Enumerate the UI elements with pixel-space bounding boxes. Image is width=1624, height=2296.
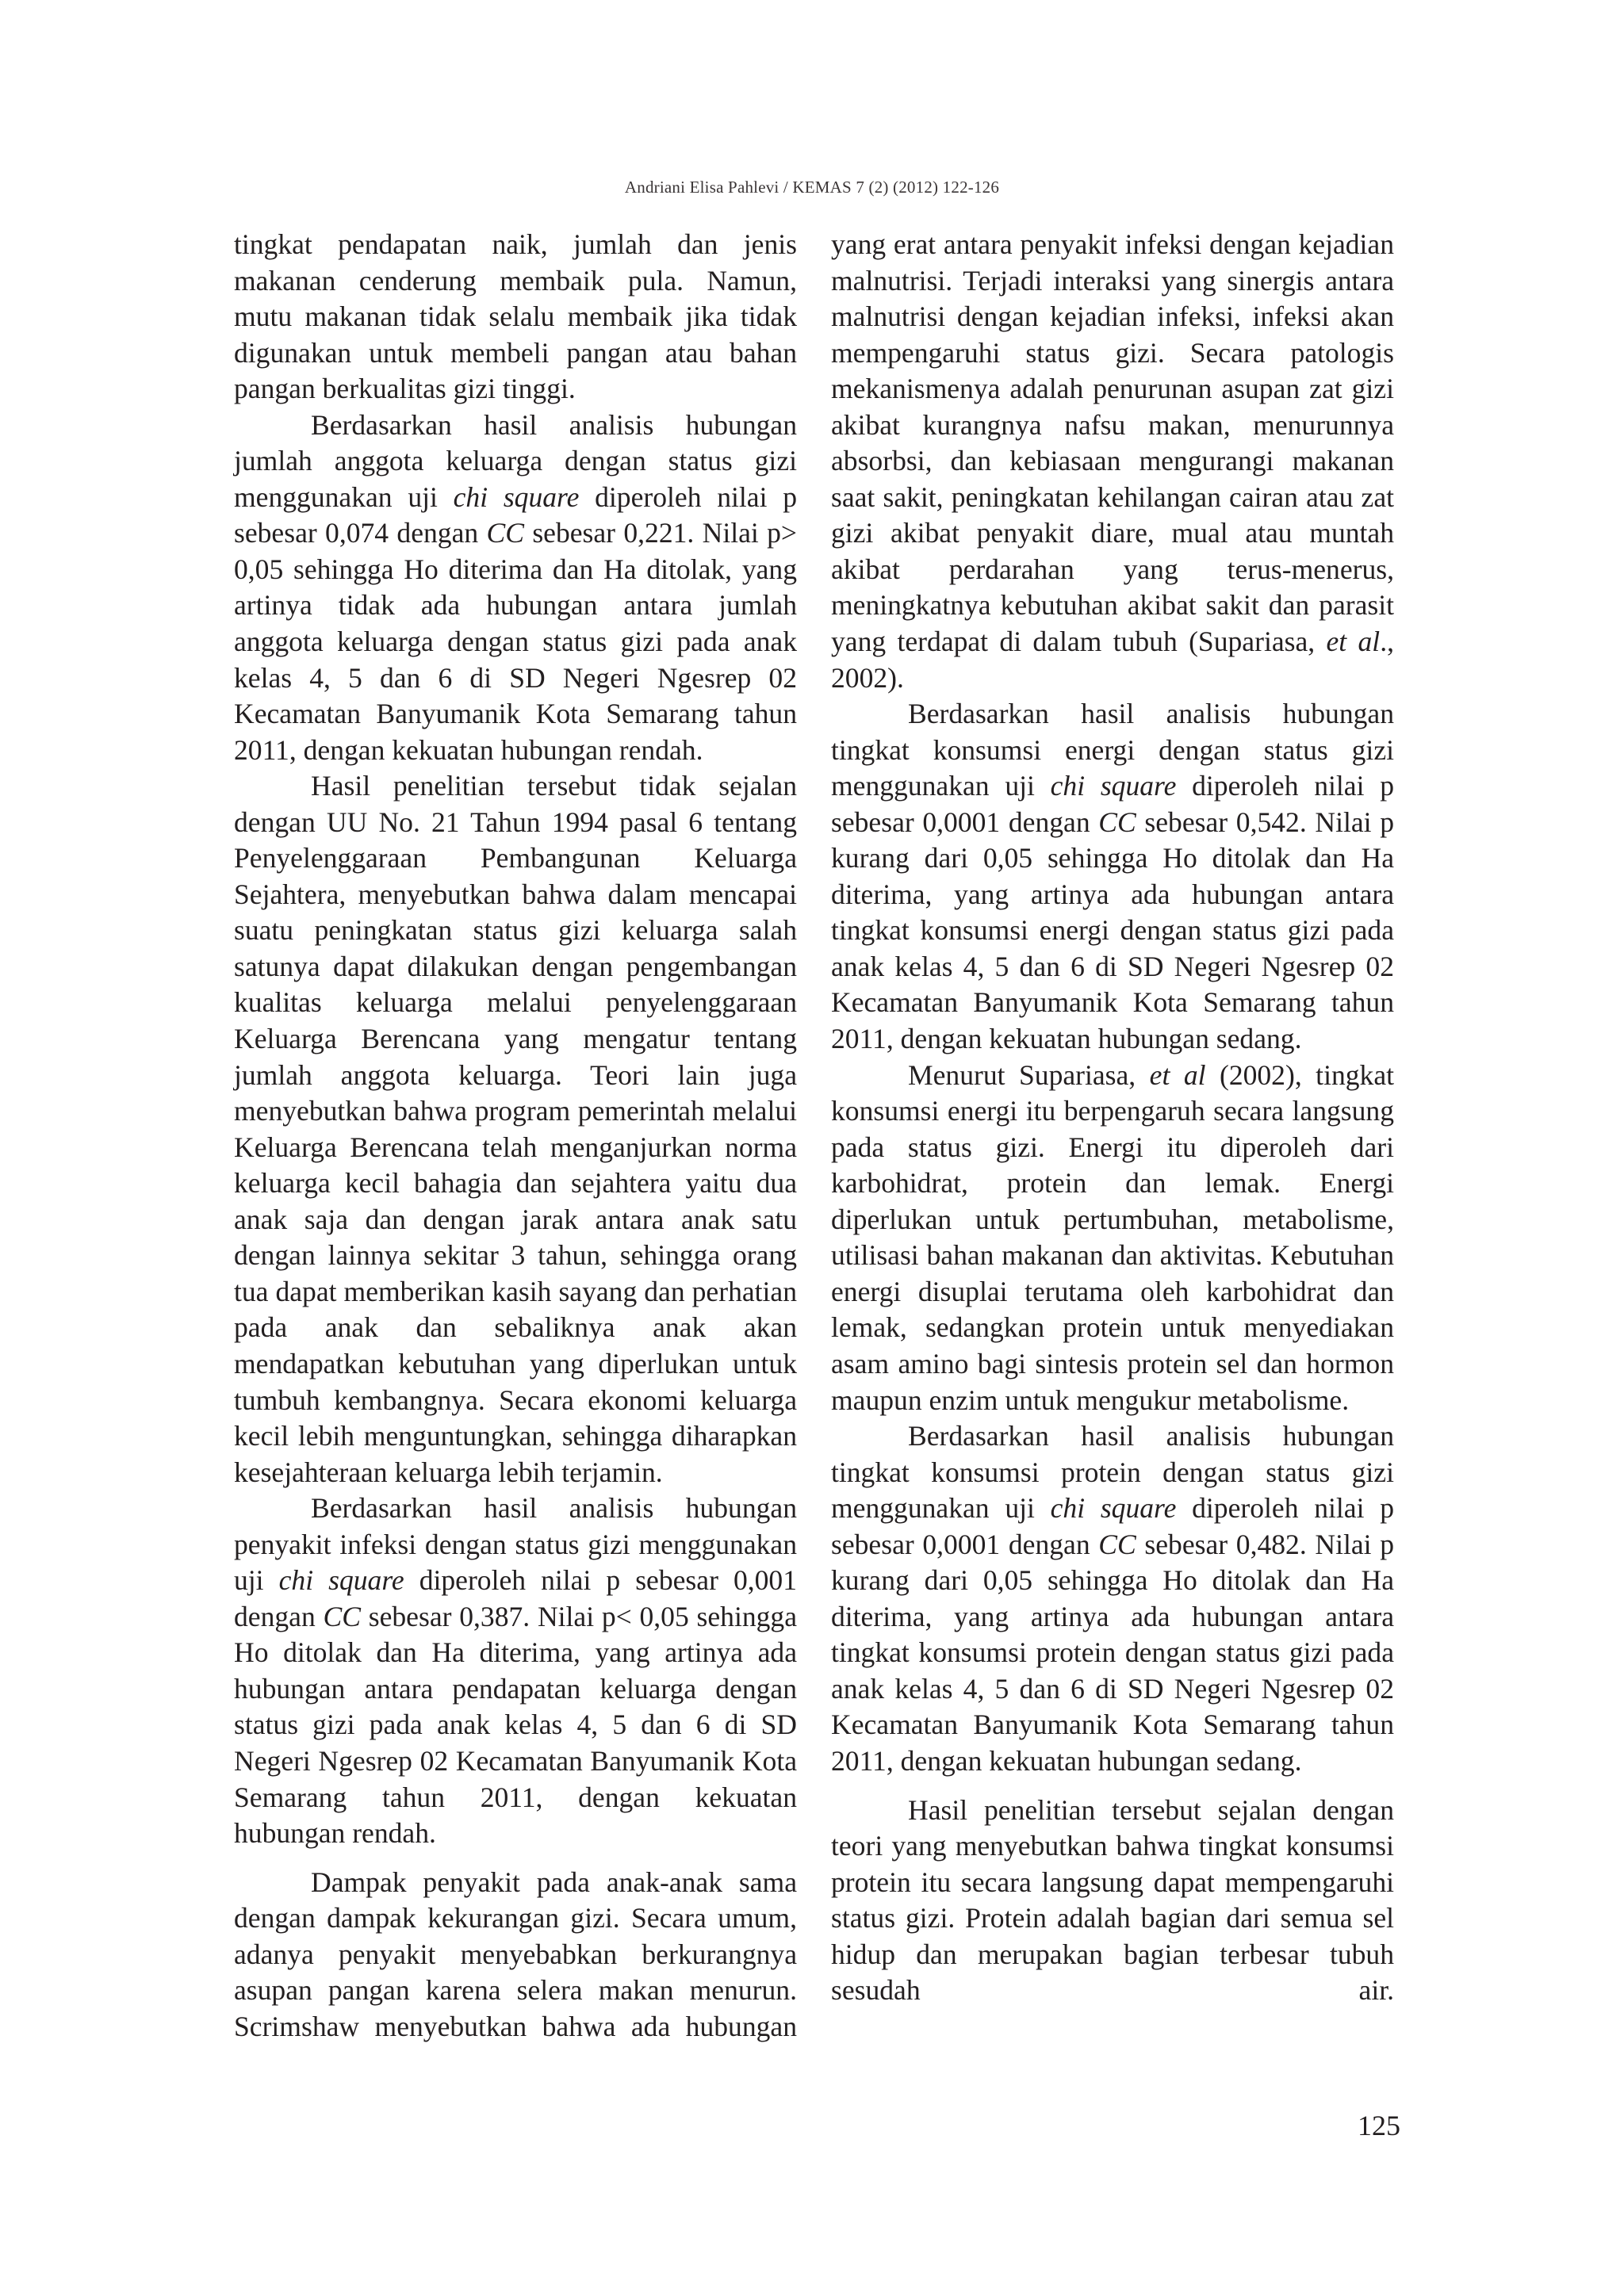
paragraph — [831, 1793, 1394, 2009]
italic-term: chi square — [278, 1564, 404, 1597]
italic-term: CC — [1098, 806, 1136, 838]
italic-term: et al — [1149, 1058, 1206, 1091]
paragraph — [831, 227, 1394, 696]
paragraph-text: sebesar 0,221. Nilai p> 0,05 sehingga Ho diterima dan Ha ditolak, yang artinya tidak ada hubungan antara jumlah anggota keluarga dengan status gizi pada anak kelas 4, 5 dan 6 di SD Negeri Ngesrep 02 Kecamatan Banyumanik Kota Semarang tahun 2011, dengan kekuatan hubungan rendah. — [234, 517, 797, 766]
paragraph-text: diperoleh nilai p sebesar 0,0001 dengan — [831, 1492, 1394, 1560]
paragraph-text: sebesar 0,387. Nilai p< 0,05 sehingga Ho ditolak dan Ha diterima, yang artinya ada hubungan antara pendapatan keluarga dengan status gizi pada anak kelas 4, 5 dan 6 di SD Negeri Ngesrep 02 Kecamatan Banyumanik Kota Semarang tahun 2011, dengan kekuatan hubungan rendah. — [234, 1600, 797, 1850]
paragraph-text: diperoleh nilai p sebesar 0,001 dengan — [234, 1564, 798, 1632]
paragraph-text: ., 2002). — [831, 626, 1394, 694]
italic-term: chi square — [1050, 770, 1177, 802]
paragraph-text: Menurut Supariasa, — [908, 1058, 1150, 1091]
italic-term: CC — [323, 1600, 361, 1632]
paragraph-text: tingkat pendapatan naik, jumlah dan jenis makanan cenderung membaik pula. Namun, mutu makanan tidak selalu membaik jika tidak digunakan untuk membeli pangan atau bahan pangan berkualitas gizi tinggi. — [234, 228, 797, 405]
paragraph — [234, 768, 797, 1490]
left-column — [234, 227, 797, 2045]
running-header: Andriani Elisa Pahlevi / KEMAS 7 (2) (2012) 122-126 — [624, 178, 1000, 197]
paragraph-text: Berdasarkan hasil analisis hubungan tingkat konsumsi protein dengan status gizi menggunakan uji — [831, 1420, 1394, 1525]
paragraph — [234, 408, 797, 768]
italic-term: CC — [1098, 1528, 1136, 1560]
italic-term: CC — [486, 517, 524, 549]
paragraph-text: (2002), tingkat konsumsi energi itu berpengaruh secara langsung pada status gizi. Energi itu diperoleh dari karbohidrat, protein dan lemak. Energi diperlukan untuk pertumbuhan, metabolisme, utilisasi bahan makanan dan aktivitas. Kebutuhan energi disuplai terutama oleh karbohidrat dan lemak, sedangkan protein untuk menyediakan asam amino bagi sintesis protein sel dan hormon maupun enzim untuk mengukur metabolisme. — [831, 1058, 1394, 1416]
paragraph-text: diperoleh nilai p sebesar 0,0001 dengan — [831, 770, 1394, 838]
italic-term: chi square — [1050, 1492, 1177, 1525]
paragraph-text: diperoleh nilai p sebesar 0,074 dengan — [234, 480, 797, 549]
paragraph-text: Dampak penyakit pada anak-anak sama dengan dampak kekurangan gizi. Secara umum, adanya penyakit menyebabkan berkurangnya asupan pangan karena selera makan menurun. Scrimshaw menyebutkan bahwa ada hubungan — [234, 1866, 797, 2042]
italic-term: et al — [1326, 626, 1381, 658]
paragraph-text: yang erat antara penyakit infeksi dengan kejadian malnutrisi. Terjadi interaksi yang sinergis antara malnutrisi dengan kejadian infeksi, infeksi akan mempengaruhi status gizi. Secara patologis mekanismenya adalah penurunan asupan zat gizi akibat kurangnya nafsu makan, menurunnya absorbsi, dan kebiasaan mengurangi makanan saat sakit, peningkatan kehilangan cairan atau zat gizi akibat penyakit diare, mual atau muntah akibat perdarahan yang terus-menerus, meningkatnya kebutuhan akibat sakit dan parasit yang terdapat di dalam tubuh (Supariasa, — [831, 228, 1394, 658]
page-number: 125 — [1358, 2110, 1400, 2141]
paragraph-text: sebesar 0,482. Nilai p kurang dari 0,05 sehingga Ho ditolak dan Ha diterima, yang artinya ada hubungan antara tingkat konsumsi protein dengan status gizi pada anak kelas 4, 5 dan 6 di SD Negeri Ngesrep 02 Kecamatan Banyumanik Kota Semarang tahun 2011, dengan kekuatan hubungan sedang. — [831, 1528, 1394, 1777]
paragraph-text: Hasil penelitian tersebut sejalan dengan teori yang menyebutkan bahwa tingkat konsumsi protein itu secara langsung dapat mempengaruhi status gizi. Protein adalah bagian dari semua sel hidup dan merupakan bagian terbesar tubuh sesudah air. — [831, 1793, 1394, 2007]
paragraph-text: sebesar 0,542. Nilai p kurang dari 0,05 sehingga Ho ditolak dan Ha diterima, yang artinya ada hubungan antara tingkat konsumsi energi dengan status gizi pada anak kelas 4, 5 dan 6 di SD Negeri Ngesrep 02 Kecamatan Banyumanik Kota Semarang tahun 2011, dengan kekuatan hubungan sedang. — [831, 806, 1394, 1055]
paragraph — [234, 1490, 797, 1851]
paragraph — [831, 1418, 1394, 1779]
paragraph-text: Hasil penelitian tersebut tidak sejalan dengan UU No. 21 Tahun 1994 pasal 6 tentang Penyelenggaraan Pembangunan Keluarga Sejahtera, menyebutkan bahwa dalam mencapai suatu peningkatan status gizi keluarga salah satunya dapat dilakukan dengan pengembangan kualitas keluarga melalui penyelenggaraan Keluarga Berencana yang mengatur tentang jumlah anggota keluarga. Teori lain juga menyebutkan bahwa program pemerintah melalui Keluarga Berencana telah menganjurkan norma keluarga kecil bahagia dan sejahtera yaitu dua anak saja dan dengan jarak antara anak satu dengan lainnya sekitar 3 tahun, sehingga orang tua dapat memberikan kasih sayang dan perhatian pada anak dan sebaliknya anak akan mendapatkan kebutuhan yang diperlukan untuk tumbuh kembangnya. Secara ekonomi keluarga kecil lebih menguntungkan, sehingga diharapkan kesejahteraan keluarga lebih terjamin. — [234, 770, 797, 1488]
paragraph — [234, 227, 797, 408]
paragraph-text: Berdasarkan hasil analisis hubungan tingkat konsumsi energi dengan status gizi menggunakan uji — [831, 698, 1394, 802]
italic-term: chi square — [453, 480, 580, 513]
paragraph — [831, 1058, 1394, 1418]
paragraph-text: Berdasarkan hasil analisis hubungan jumlah anggota keluarga dengan status gizi menggunakan uji — [234, 408, 797, 513]
paragraph — [831, 696, 1394, 1057]
right-column — [831, 227, 1394, 2009]
paragraph-text: Berdasarkan hasil analisis hubungan penyakit infeksi dengan status gizi menggunakan uji — [234, 1492, 797, 1597]
paragraph — [234, 1865, 797, 2045]
